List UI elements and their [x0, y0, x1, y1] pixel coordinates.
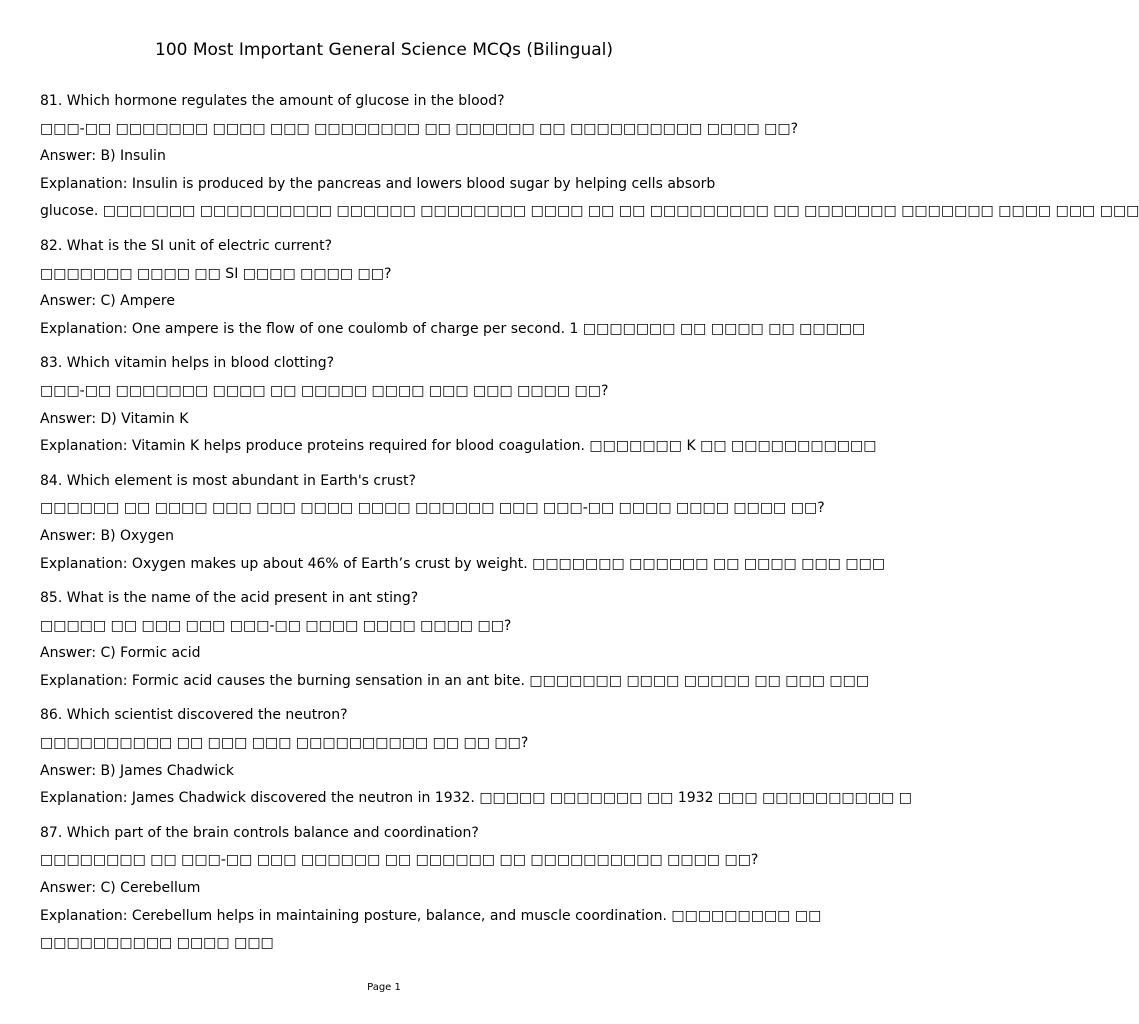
answer: Answer: C) Cerebellum [40, 880, 201, 897]
answer: Answer: B) Insulin [40, 148, 166, 165]
question-text: 86. Which scientist discovered the neutron? [40, 707, 348, 724]
question-text: 84. Which element is most abundant in Earth's crust? [40, 472, 416, 489]
answer: Answer: D) Vitamin K [40, 410, 189, 427]
answer: Answer: B) James Chadwick [40, 762, 234, 779]
question-text: 81. Which hormone regulates the amount of glucose in the blood? [40, 93, 505, 109]
question-translation: □□□□□□□ □□□□ □□ SI □□□□ □□□□ □□? [40, 265, 392, 282]
explanation-line: Explanation: One ampere is the flow of one coulomb of charge per second. 1 □□□□□□□ □□ □□□□ □□ □□□□□ [40, 320, 866, 337]
page-title: 100 Most Important General Science MCQs (Bilingual) [155, 40, 613, 60]
question-81 [40, 88, 1139, 226]
explanation-line: Explanation: Cerebellum helps in maintaining posture, balance, and muscle coordination. □□□□□□□□□ □□ [40, 907, 822, 924]
explanation-line: Explanation: James Chadwick discovered the neutron in 1932. □□□□□ □□□□□□□ □□ 1932 □□□ □□□□□□□□□□ □ [40, 790, 913, 807]
explanation-line: Explanation: Formic acid causes the burning sensation in an ant bite. □□□□□□□ □□□□ □□□□□ □□ □□□ □□□ [40, 672, 870, 689]
question-87 [40, 820, 822, 958]
question-translation: □□□-□□ □□□□□□□ □□□□ □□□ □□□□□□□□ □□ □□□□□□ □□ □□□□□□□□□□ □□□□ □□? [40, 120, 799, 137]
question-83 [40, 350, 877, 460]
question-list [40, 88, 1139, 965]
question-translation: □□□-□□ □□□□□□□ □□□□ □□ □□□□□ □□□□ □□□ □□□ □□□□ □□? [40, 382, 609, 399]
explanation-line: Explanation: Oxygen makes up about 46% of Earth’s crust by weight. □□□□□□□ □□□□□□ □□ □□□□ □□□ □□□ [40, 555, 886, 572]
question-86 [40, 702, 913, 812]
question-text: 85. What is the name of the acid present in ant sting? [40, 590, 419, 607]
page-number: Page 1 [367, 982, 401, 993]
question-82 [40, 233, 866, 343]
explanation-line: □□□□□□□□□□ □□□□ □□□ [40, 935, 274, 952]
question-text: 87. Which part of the brain controls balance and coordination? [40, 824, 479, 841]
explanation-line: glucose. □□□□□□□ □□□□□□□□□□ □□□□□□ □□□□□□□□ □□□□ □□ □□ □□□□□□□□□ □□ □□□□□□□ □□□□□□□ □□□□ □□□ □□□ [40, 203, 1139, 220]
question-text: 83. Which vitamin helps in blood clotting? [40, 355, 335, 372]
question-85 [40, 585, 870, 695]
question-translation: □□□□□□□□□□ □□ □□□ □□□ □□□□□□□□□□ □□ □□ □□? [40, 735, 529, 752]
question-84 [40, 468, 886, 578]
answer: Answer: C) Formic acid [40, 645, 201, 662]
question-translation: □□□□□□ □□ □□□□ □□□ □□□ □□□□ □□□□ □□□□□□ □□□ □□□-□□ □□□□ □□□□ □□□□ □□? [40, 500, 825, 517]
question-translation: □□□□□□□□ □□ □□□-□□ □□□ □□□□□□ □□ □□□□□□ □□ □□□□□□□□□□ □□□□ □□? [40, 852, 759, 869]
question-translation: □□□□□ □□ □□□ □□□ □□□-□□ □□□□ □□□□ □□□□ □□? [40, 617, 512, 634]
answer: Answer: C) Ampere [40, 293, 175, 310]
explanation-line: Explanation: Insulin is produced by the pancreas and lowers blood sugar by helping cells absorb [40, 175, 716, 192]
question-text: 82. What is the SI unit of electric current? [40, 237, 333, 254]
answer: Answer: B) Oxygen [40, 527, 174, 544]
explanation-line: Explanation: Vitamin K helps produce proteins required for blood coagulation. □□□□□□□ K □□ □□□□□□□□□□□ [40, 438, 877, 455]
